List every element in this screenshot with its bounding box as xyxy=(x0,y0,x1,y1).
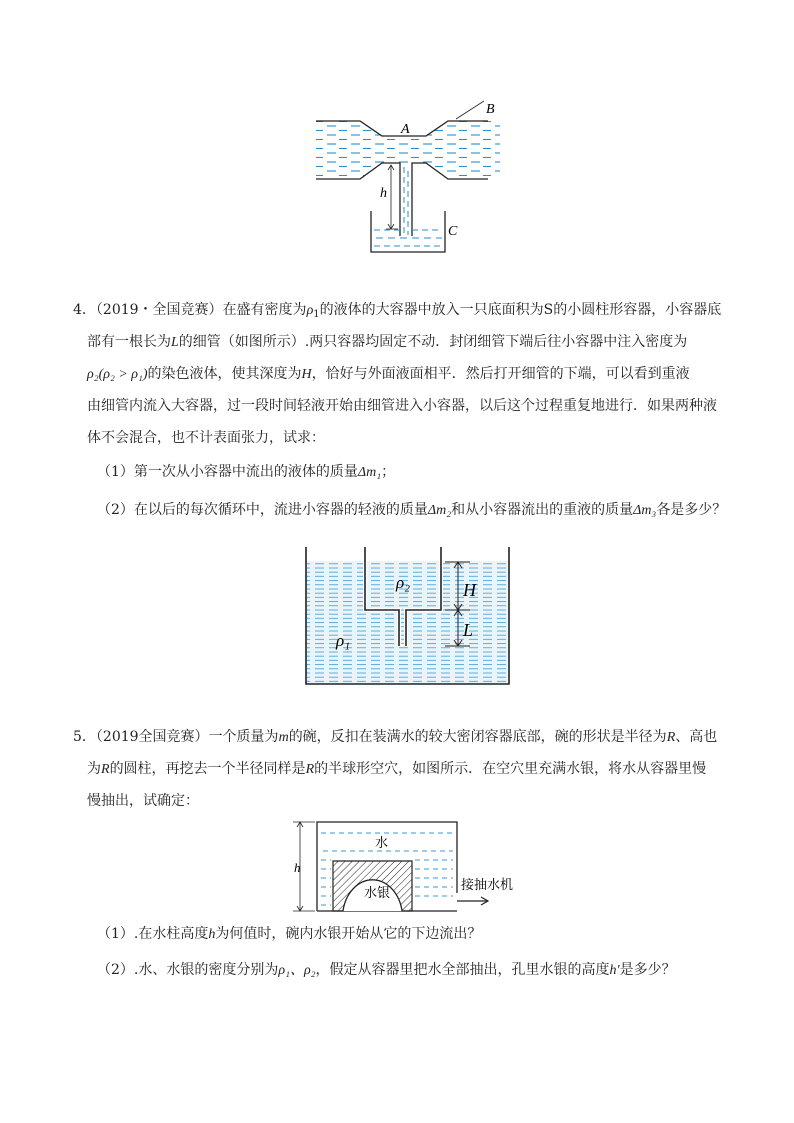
h-symbol: h xyxy=(208,927,216,942)
q4-source: （2019・全国竞赛） xyxy=(95,302,223,318)
label-a: A xyxy=(401,122,410,137)
figure-venturi-tube xyxy=(300,95,500,265)
label-big-h: H xyxy=(463,580,476,600)
q5-text: 的圆柱，再挖去一个半径同样是 xyxy=(109,761,306,777)
label-c: C xyxy=(448,224,458,239)
q5-text: 慢抽出，试确定： xyxy=(87,793,199,809)
q5-text: 的碗，反扣在装满水的较大密闭容器底部，碗的形状是半径为 xyxy=(288,729,667,745)
figure-two-containers xyxy=(300,545,515,690)
question-4 xyxy=(73,294,733,526)
q4-subquestion-2: （2）在以后的每次循环中，流进小容器的轻液的质量 xyxy=(97,502,428,518)
label-pump: 接抽水机 xyxy=(461,878,514,893)
h-prime-symbol: h′ xyxy=(609,963,620,978)
h-symbol: H xyxy=(301,367,312,382)
delta-m2-symbol: Δm₂ xyxy=(427,503,452,518)
r-symbol: R xyxy=(305,762,315,777)
q5-text: 是多少？ xyxy=(619,962,676,978)
rho-symbols: ρ₁、ρ₂ xyxy=(278,963,316,978)
q4-text: 的液体的大容器中放入一只底面积为S的小圆柱形容器，小容器底 xyxy=(319,302,722,318)
q4-text: 体不会混合，也不计表面张力，试求： xyxy=(87,430,325,446)
q5-number: 5． xyxy=(73,729,96,745)
label-rho2: ρ₂ xyxy=(396,573,411,592)
q5-text: 为何值时，碗内水银开始从它的下边流出？ xyxy=(215,926,482,942)
q5-text: 的半球形空穴，如图所示．在空穴里充满水银，将水从容器里慢 xyxy=(314,761,707,777)
q4-subquestion-1: （1）第一次从小容器中流出的液体的质量 xyxy=(97,464,358,480)
q4-text: 的染色液体，使其深度为 xyxy=(147,366,302,382)
q5-text: 为 xyxy=(87,761,101,777)
q5-source: （2019全国竞赛） xyxy=(95,729,209,745)
label-small-h: h xyxy=(294,860,301,875)
q5-text: ，假定从容器里把水全部抽出，孔里水银的高度 xyxy=(315,962,610,978)
rho1-symbol: ρ xyxy=(306,303,314,318)
q4-text: 部有一根长为 xyxy=(87,334,171,350)
label-b: B xyxy=(486,102,495,117)
rho2-expression: ρ₂(ρ₂ > ρ₁) xyxy=(87,367,148,382)
q5-subquestion-1: （1）.在水柱高度 xyxy=(97,926,209,942)
r-symbol: R xyxy=(101,762,110,777)
q4-text: 各是多少？ xyxy=(656,502,727,518)
delta-m3-symbol: Δm₃ xyxy=(633,503,657,518)
q4-text: ； xyxy=(381,464,396,480)
q4-text: 和从小容器流出的重液的质量 xyxy=(451,502,634,518)
q5-text: 、高也 xyxy=(675,729,718,745)
m-symbol: m xyxy=(278,730,289,745)
q4-text: 由细管内流入大容器，过一段时间轻液开始由细管进入小容器，以后这个过程重复地进行．如果两种液 xyxy=(87,398,717,414)
delta-m1-symbol: Δm₁ xyxy=(357,465,382,480)
label-water: 水 xyxy=(375,836,389,851)
label-h: h xyxy=(380,186,387,201)
label-mercury: 水银 xyxy=(364,886,391,901)
l-symbol: L xyxy=(171,335,179,350)
question-5 xyxy=(73,721,733,817)
q4-text: 在盛有密度为 xyxy=(222,302,307,318)
q5-subquestion-2: （2）.水、水银的密度分别为 xyxy=(97,962,279,978)
label-rho1: ρ₁ xyxy=(336,631,351,650)
q5-text: 一个质量为 xyxy=(208,729,279,745)
q4-number: 4． xyxy=(73,302,96,318)
q5-subquestions xyxy=(73,918,733,986)
rho1-subscript: 1 xyxy=(313,309,320,320)
figure-bowl-mercury xyxy=(285,815,530,920)
r-symbol: R xyxy=(666,730,676,745)
q4-text: 的细管（如图所示）.两只容器均固定不动．封闭细管下端后往小容器中注入密度为 xyxy=(178,334,688,350)
label-big-l: L xyxy=(463,620,474,640)
q4-text: ，恰好与外面液面相平．然后打开细管的下端，可以看到重液 xyxy=(311,366,690,382)
